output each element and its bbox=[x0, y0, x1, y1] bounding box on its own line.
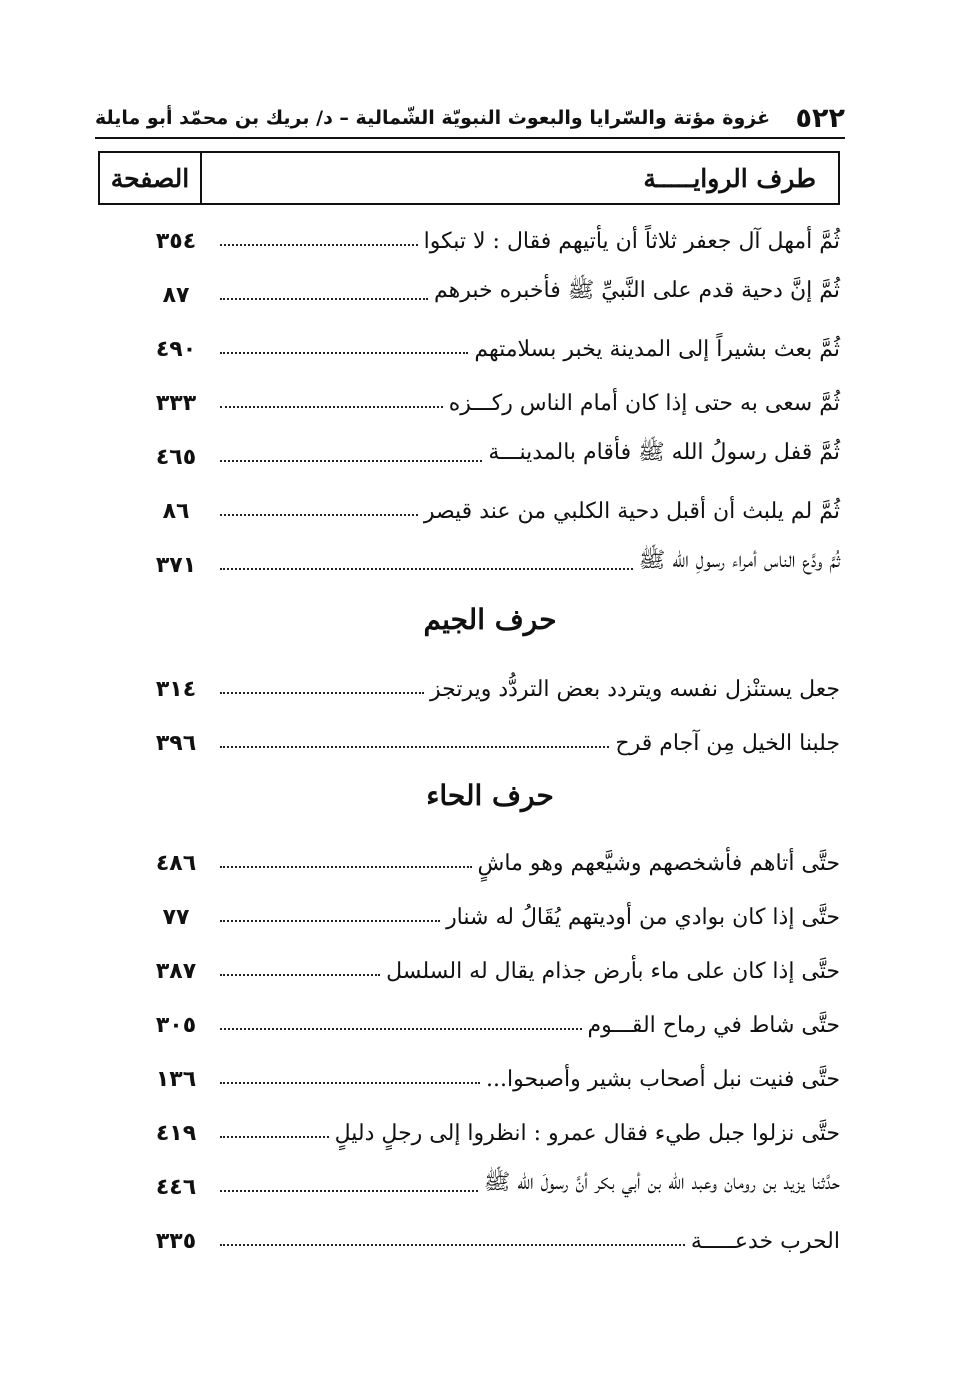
index-entry bbox=[140, 368, 840, 422]
index-entry bbox=[140, 708, 840, 762]
dot-leader bbox=[220, 244, 418, 246]
section-title-jeem: حرف الجيم bbox=[423, 602, 557, 636]
section-title-haa: حرف الحاء bbox=[426, 778, 554, 812]
entry-page-number: ٤٨٦ bbox=[155, 851, 197, 876]
entry-page-number: ٨٧ bbox=[162, 283, 190, 308]
entry-page-number: ٤٩٠ bbox=[155, 337, 197, 362]
index-entry bbox=[140, 654, 840, 708]
page-number: ٥٢٢ bbox=[795, 102, 845, 134]
dot-leader bbox=[220, 920, 440, 922]
index-entry bbox=[140, 260, 840, 314]
dot-leader bbox=[220, 352, 468, 354]
index-entry bbox=[140, 476, 840, 530]
index-entry bbox=[140, 1206, 840, 1260]
entry-page-number: ٧٧ bbox=[162, 905, 190, 930]
entry-page-number: ٣٧١ bbox=[155, 553, 197, 578]
entry-page-number: ٣٣٣ bbox=[155, 391, 197, 416]
index-entries bbox=[140, 206, 840, 1260]
index-entry bbox=[140, 882, 840, 936]
dot-leader bbox=[220, 406, 443, 408]
page-header bbox=[95, 100, 845, 136]
entry-text: ثُمَّ سعى به حتى إذا كان أمام الناس ركـــزه bbox=[448, 391, 840, 416]
index-entry bbox=[140, 530, 840, 584]
running-title: غزوة مؤتة والسّرايا والبعوث النبويّة الشّمالية – د/ بريك بن محمّد أبو مايلة bbox=[95, 107, 771, 129]
index-entry bbox=[140, 1152, 840, 1206]
entry-text: ثُمَّ لم يلبث أن أقبل دحية الكلبي من عند قيصر bbox=[423, 499, 840, 524]
dot-leader bbox=[220, 460, 482, 462]
dot-leader bbox=[220, 746, 609, 748]
dot-leader bbox=[220, 568, 633, 570]
entry-text: ثُمَّ إنَّ دحية قدم على النَّبيِّ ﷺ فأخبره خبرهم bbox=[434, 278, 840, 303]
index-entry bbox=[140, 1044, 840, 1098]
entry-text: حتَّى فنيت نبل أصحاب بشير وأصبحوا... bbox=[485, 1067, 840, 1092]
entry-text: ثُمَّ بعث بشيراً إلى المدينة يخبر بسلامتهم bbox=[474, 337, 840, 362]
dot-leader bbox=[220, 1136, 329, 1138]
entry-page-number: ٨٦ bbox=[162, 499, 190, 524]
entry-text: حدَّثنا يزيد بن رومان وعبد الله بن أبي بكر أنَّ رسولَ الله ﷺ bbox=[483, 1170, 840, 1195]
index-table-header bbox=[98, 151, 840, 205]
entry-text: ثُمَّ أمهل آل جعفر ثلاثاً أن يأتيهم فقال : لا تبكوا bbox=[423, 229, 840, 254]
index-entry bbox=[140, 828, 840, 882]
dot-leader bbox=[220, 514, 418, 516]
entry-text: جعل يستنْزل نفسه ويتردد بعض التردُّد ويرتجز bbox=[430, 677, 840, 702]
dot-leader bbox=[220, 866, 472, 868]
index-entry bbox=[140, 422, 840, 476]
dot-leader bbox=[220, 974, 380, 976]
index-entry bbox=[140, 1098, 840, 1152]
entry-text: ثُمَّ قفل رسولُ الله ﷺ فأقام بالمدينـــة bbox=[488, 440, 840, 465]
entry-page-number: ٣٩٦ bbox=[155, 731, 197, 756]
entry-page-number: ٤١٩ bbox=[155, 1121, 197, 1146]
dot-leader bbox=[220, 692, 424, 694]
entry-page-number: ٣٠٥ bbox=[155, 1013, 197, 1038]
page-column-header: الصفحة bbox=[110, 163, 190, 193]
index-entry bbox=[140, 314, 840, 368]
index-entry bbox=[140, 206, 840, 260]
header-rule bbox=[95, 137, 845, 139]
dot-leader bbox=[220, 1028, 582, 1030]
entry-text: حتَّى إذا كان على ماء بأرض جذام يقال له السلسل bbox=[386, 959, 840, 984]
entry-text: جلبنا الخيل مِن آجام قرح bbox=[615, 731, 840, 756]
entry-page-number: ٣٣٥ bbox=[155, 1229, 197, 1254]
dot-leader bbox=[220, 1190, 478, 1192]
entry-text: الحرب خدعـــــة bbox=[690, 1229, 840, 1254]
entry-page-number: ٤٤٦ bbox=[155, 1175, 197, 1200]
index-entry bbox=[140, 990, 840, 1044]
entry-page-number: ٣٨٧ bbox=[155, 959, 197, 984]
entry-text: ثُمَّ ودَّع الناس أمراء رسولِ الله ﷺ bbox=[638, 548, 840, 573]
dot-leader bbox=[220, 298, 428, 300]
entry-text: حتَّى أتاهم فأشخصهم وشيَّعهم وهو ماشٍ bbox=[477, 851, 840, 876]
entry-page-number: ٣٥٤ bbox=[155, 229, 197, 254]
entry-page-number: ٣١٤ bbox=[155, 677, 197, 702]
entry-page-number: ٤٦٥ bbox=[155, 445, 197, 470]
entry-text: حتَّى شاط في رماح القـــوم bbox=[587, 1013, 840, 1038]
entry-text: حتَّى إذا كان بوادي من أوديتهم يُقَالُ له شنار bbox=[446, 905, 840, 930]
entry-text: حتَّى نزلوا جبل طيء فقال عمرو : انظروا إلى رجلٍ دليلٍ bbox=[334, 1121, 840, 1146]
entry-page-number: ١٣٦ bbox=[155, 1067, 197, 1092]
index-entry bbox=[140, 936, 840, 990]
dot-leader bbox=[220, 1082, 480, 1084]
dot-leader bbox=[220, 1244, 685, 1246]
narration-column-header: طرف الروايـــــة bbox=[200, 153, 838, 203]
